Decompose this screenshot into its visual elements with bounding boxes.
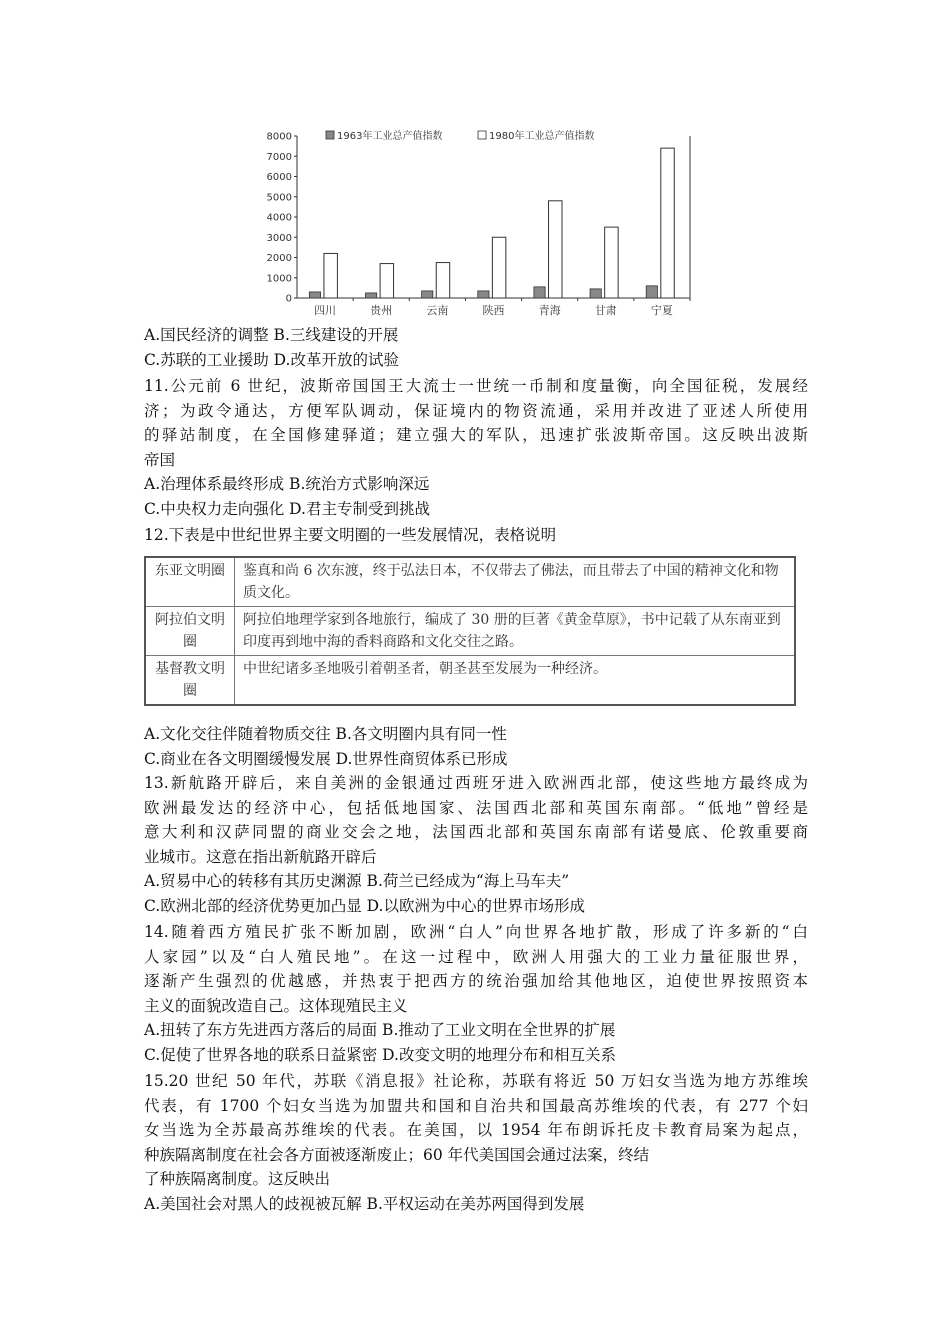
q15-stem-line: 了种族隔离制度。这反映出 xyxy=(144,1170,331,1188)
q12-stem-line: 12.下表是中世纪世界主要文明圈的一些发展情况，表格说明 xyxy=(144,526,557,544)
chart-legend xyxy=(326,129,594,142)
bar-1963 xyxy=(422,291,433,298)
q13-stem-line: 意大利和汉萨同盟的商业交会之地，法国西北部和英国东南部有诺曼底、伦敦重要商 xyxy=(144,823,808,841)
q11-option-ab[interactable]: A.治理体系最终形成 B.统治方式影响深远 xyxy=(144,475,430,493)
question-15 xyxy=(144,1069,808,1216)
y-tick-label: 2000 xyxy=(266,253,292,264)
industrial-output-bar-chart xyxy=(250,118,700,328)
question-14 xyxy=(144,920,808,1067)
q11-stem-line: 11.公元前 6 世纪，波斯帝国国王大流士一世统一币制和度量衡，向全国征税，发展经 xyxy=(144,377,808,395)
table-cell-label: 阿拉伯文明圈 xyxy=(145,607,235,656)
x-tick-label: 宁夏 xyxy=(650,304,673,317)
table-cell-label: 东亚文明圈 xyxy=(145,557,235,607)
q14-stem-line: 逐渐产生强烈的优越感，并热衷于把西方的统治强加给其他地区，迫使世界按照资本 xyxy=(144,972,808,990)
x-tick-label: 四川 xyxy=(314,304,337,317)
q11-option-cd[interactable]: C.中央权力走向强化 D.君主专制受到挑战 xyxy=(144,499,430,518)
bar-1963 xyxy=(646,286,657,298)
q13-option-ab[interactable]: A.贸易中心的转移有其历史渊源 B.荷兰已经成为“海上马车夫” xyxy=(144,872,570,890)
x-tick-label: 陕西 xyxy=(482,304,505,317)
q15-stem-line: 女当选为全苏最高苏维埃的代表。在美国，以 1954 年布朗诉托皮卡教育局案为起点， xyxy=(144,1121,808,1139)
q15-option-ab[interactable]: A.美国社会对黑人的歧视被瓦解 B.平权运动在美苏两国得到发展 xyxy=(144,1194,585,1213)
table-cell-content: 中世纪诸多圣地吸引着朝圣者，朝圣甚至发展为一种经济。 xyxy=(235,656,796,706)
q14-stem-line: 人家园”以及“白人殖民地”。在这一过程中，欧洲人用强大的工业力量征服世界， xyxy=(144,947,808,966)
q11-stem-line: 的驿站制度，在全国修建驿道；建立强大的军队，迅速扩张波斯帝国。这反映出波斯 xyxy=(144,426,808,444)
q11-stem-line: 帝国 xyxy=(144,450,176,469)
y-tick-label: 3000 xyxy=(266,232,292,244)
x-tick-label: 云南 xyxy=(426,304,449,317)
q14-option-cd[interactable]: C.促使了世界各地的联系日益紧密 D.改变文明的地理分布和相互关系 xyxy=(144,1045,616,1064)
table-row xyxy=(145,656,795,706)
table-row xyxy=(145,607,795,656)
q14-stem-line: 14.随着西方殖民扩张不断加剧，欧洲“白人”向世界各地扩散，形成了许多新的“白 xyxy=(144,923,808,941)
table-row xyxy=(145,557,795,607)
y-tick-label: 4000 xyxy=(266,212,292,224)
q15-stem-line: 代表，有 1700 个妇女当选为加盟共和国和自治共和国最高苏维埃的代表，有 277 个妇 xyxy=(144,1096,808,1115)
y-tick-label: 1000 xyxy=(266,273,292,285)
legend-swatch-1963 xyxy=(326,131,334,139)
bar-1980 xyxy=(661,148,674,298)
bar-1980 xyxy=(380,264,393,298)
table-cell-content: 阿拉伯地理学家到各地旅行，编成了 30 册的巨著《黄金草原》，书中记载了从东南亚到印度再到地中海的香料商路和文化交往之路。 xyxy=(235,607,796,656)
bar-1963 xyxy=(590,289,601,298)
q10-option-cd[interactable]: C.苏联的工业援助 D.改革开放的试验 xyxy=(144,350,399,369)
bar-1963 xyxy=(534,287,545,298)
legend-swatch-1980 xyxy=(478,131,486,139)
q14-option-ab[interactable]: A.扭转了东方先进西方落后的局面 B.推动了工业文明在全世界的扩展 xyxy=(144,1021,616,1039)
q12-option-ab[interactable]: A.文化交往伴随着物质交往 B.各文明圈内具有同一性 xyxy=(144,725,507,743)
q13-option-cd[interactable]: C.欧洲北部的经济优势更加凸显 D.以欧洲为中心的世界市场形成 xyxy=(144,896,585,915)
bar-1980 xyxy=(492,237,505,298)
y-tick-label: 0 xyxy=(285,293,292,305)
bar-1963 xyxy=(309,292,320,298)
bar-1963 xyxy=(478,291,489,298)
x-tick-label: 贵州 xyxy=(370,304,393,317)
legend-label-1963: 1963年工业总产值指数 xyxy=(337,131,443,142)
table-cell-label: 基督教文明圈 xyxy=(145,656,235,706)
q12-options xyxy=(144,722,808,771)
bar-1980 xyxy=(549,201,562,298)
y-tick-label: 8000 xyxy=(266,131,292,143)
y-tick-label: 7000 xyxy=(266,151,292,163)
q10-options xyxy=(144,323,808,372)
q11-stem-line: 济；为政令通达，方便军队调动，保证境内的物资流通，采用并改进了亚述人所使用 xyxy=(144,401,808,420)
q15-stem-line: 15.20 世纪 50 年代，苏联《消息报》社论称，苏联有将近 50 万妇女当选为地方苏维埃 xyxy=(144,1072,808,1090)
q10-option-ab[interactable]: A.国民经济的调整 B.三线建设的开展 xyxy=(144,326,399,344)
bar-1980 xyxy=(436,263,449,298)
question-13 xyxy=(144,771,808,918)
x-tick-label: 甘肃 xyxy=(594,304,617,317)
x-tick-label: 青海 xyxy=(538,304,561,317)
question-11 xyxy=(144,374,808,521)
bar-1980 xyxy=(324,253,337,298)
q13-stem-line: 13.新航路开辟后，来自美洲的金银通过西班牙进入欧洲西北部，使这些地方最终成为 xyxy=(144,774,808,792)
q15-stem-line: 种族隔离制度在社会各方面被逐渐废止；60 年代美国国会通过法案，终结 xyxy=(144,1145,650,1164)
q12-option-cd[interactable]: C.商业在各文明圈缓慢发展 D.世界性商贸体系已形成 xyxy=(144,749,508,768)
question-12-stem xyxy=(144,523,808,548)
y-tick-label: 5000 xyxy=(266,192,292,204)
q13-stem-line: 业城市。这意在指出新航路开辟后 xyxy=(144,847,377,866)
legend-label-1980: 1980年工业总产值指数 xyxy=(489,131,595,142)
civilization-table xyxy=(144,556,796,706)
y-tick-label: 6000 xyxy=(266,172,292,183)
chart-bars xyxy=(309,148,674,298)
table-cell-content: 鉴真和尚 6 次东渡，终于弘法日本，不仅带去了佛法，而且带去了中国的精神文化和物质文化。 xyxy=(235,557,796,607)
q13-stem-line: 欧洲最发达的经济中心，包括低地国家、法国西北部和英国东南部。“低地”曾经是 xyxy=(144,798,808,817)
bar-1980 xyxy=(605,227,618,298)
bar-1963 xyxy=(365,293,376,298)
q14-stem-line: 主义的面貌改造自己。这体现殖民主义 xyxy=(144,996,408,1015)
